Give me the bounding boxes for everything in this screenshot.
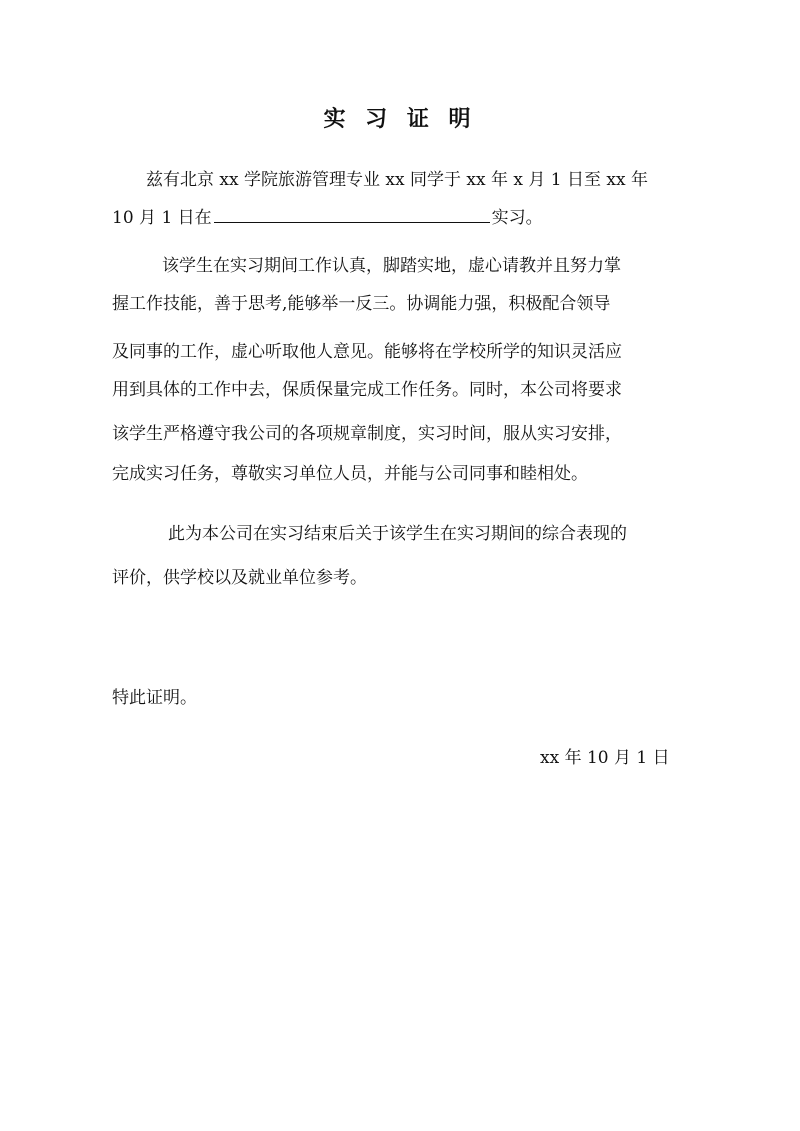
internship-start-text: 10 月 1 日在 [112, 208, 212, 228]
paragraph2-line6: 完成实习任务，尊敬实习单位人员，并能与公司同事和睦相处。 [112, 464, 588, 484]
closing-statement: 特此证明。 [112, 688, 197, 708]
paragraph3-line2: 评价，供学校以及就业单位参考。 [112, 568, 367, 588]
paragraph2-line4: 用到具体的工作中去，保质保量完成工作任务。同时，本公司将要求 [112, 380, 622, 400]
paragraph2-line1: 该学生在实习期间工作认真，脚踏实地，虚心请教并且努力掌 [162, 256, 621, 276]
paragraph1-line2 [112, 206, 543, 230]
paragraph2-line3: 及同事的工作，虚心听取他人意见。能够将在学校所学的知识灵活应 [112, 342, 622, 362]
internship-end-text: 实习。 [491, 208, 543, 228]
paragraph3-line1: 此为本公司在实习结束后关于该学生在实习期间的综合表现的 [168, 524, 627, 544]
paragraph2-line5: 该学生严格遵守我公司的各项规章制度，实习时间，服从实习安排， [112, 424, 622, 444]
company-blank-line [214, 221, 490, 223]
document-title: 实 习 证 明 [323, 106, 477, 132]
paragraph1-line1: 兹有北京 xx 学院旅游管理专业 xx 同学于 xx 年 x 月 1 日至 xx 年 [146, 170, 648, 190]
signing-date: xx 年 10 月 1 日 [540, 748, 670, 768]
paragraph2-line2: 握工作技能，善于思考,能够举一反三。协调能力强，积极配合领导 [112, 294, 611, 314]
